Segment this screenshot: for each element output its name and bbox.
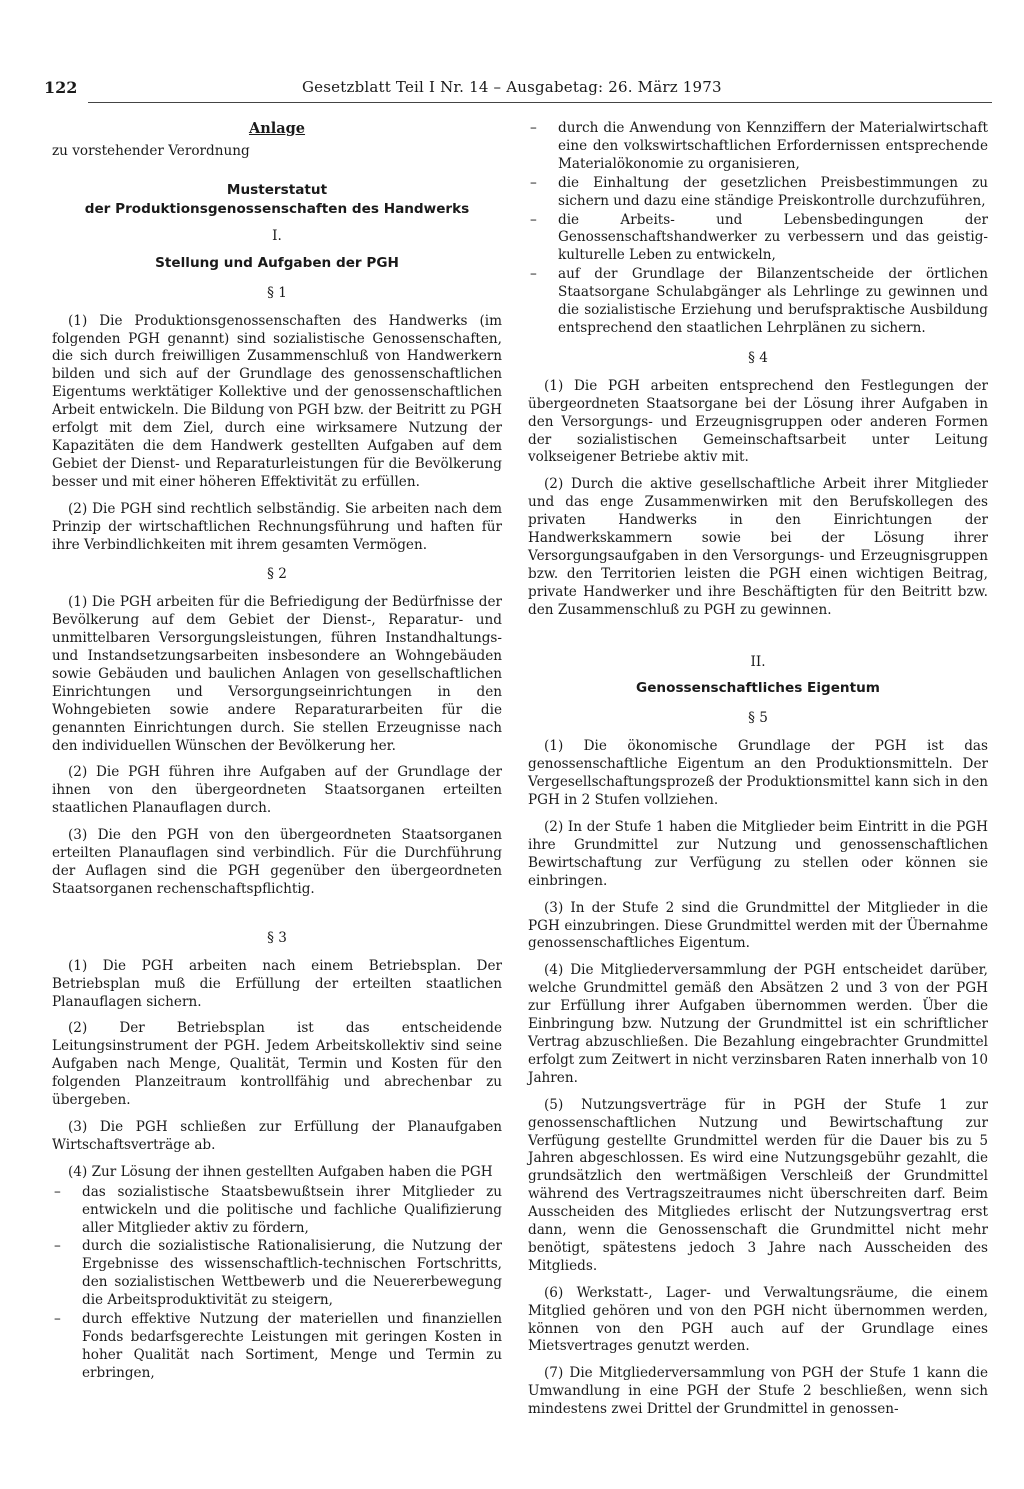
paragraph-text: (2) Durch die aktive gesellschaftliche Arbeit ihrer Mitglieder und das enge Zusammenwirken mit den Berufskollegen des privaten Handwerks in den Einrichtungen der Handwerkskammern sowie bei der Lösung ihrer Versorgungsaufgaben in den Versorgungs- und Erzeugnisgruppen bzw. den Territorien leisten die PGH einen wichtigen Beitrag, private Handwerker und ihre Beschäftigten für den Beitritt bzw. den Zusammenschluß zu PGH zu gewinnen. bbox=[528, 476, 988, 618]
list-item: – durch die Anwendung von Kennziffern der Materialwirtschaft eine den volkswirtschaftlichen Erfordernissen entsprechende Materialökonomie zu organisieren, bbox=[528, 120, 988, 174]
paragraph-text: (2) Der Betriebsplan ist das entscheidende Leitungsinstrument der PGH. Jedem Arbeitskollektiv sind seine Aufgaben nach Menge, Qualität, Termin und Kosten für den folgenden Planzeitraum kontrollfähig und abrechenbar zu übergeben. bbox=[52, 1020, 502, 1109]
paragraph-text: (3) Die PGH schließen zur Erfüllung der Planaufgaben Wirtschaftsverträge ab. bbox=[52, 1118, 502, 1153]
list-item: – auf der Grundlage der Bilanzentscheide der örtlichen Staatsorgane Schulabgänger als Lehrlinge zu gewinnen und die sozialistische Erziehung und berufspraktische Ausbildung entsprechend den staatlichen Lehrplänen zu sichern. bbox=[528, 266, 988, 338]
running-head: Gesetzblatt Teil I Nr. 14 – Ausgabetag: 26. März 1973 bbox=[302, 78, 722, 96]
section-number: I. bbox=[272, 227, 282, 244]
paragraph-text: (1) Die Produktionsgenossenschaften des Handwerks (im folgenden PGH genannt) sind sozialistische Genossenschaften, die sich durch freiwilligen Zusammenschluß von Handwerkern bilden und sich auf der Grundlage des genossenschaftlichen Eigentums werktätiger Kollektive und der genossenschaftlichen Arbeit entwickeln. Die Bildung von PGH bzw. der Beitritt zu PGH erfolgt mit dem Ziel, durch eine wirksamere Nutzung der Kapazitäten die dem Handwerk gestellten Aufgaben auf dem Gebiet der Dienst- und Reparaturleistungen für die Bevölkerung besser und mit einer höheren Effektivität zu erfüllen. bbox=[52, 312, 502, 490]
right-column bbox=[528, 120, 988, 1428]
paragraph-heading: § 3 bbox=[267, 929, 287, 946]
page-number: 122 bbox=[44, 78, 78, 97]
statute-subtitle: der Produktionsgenossenschaften des Handwerks bbox=[84, 200, 470, 217]
left-column bbox=[52, 120, 502, 1392]
list-item: – durch die sozialistische Rationalisierung, die Nutzung der Ergebnisse des wissenschaftlich-technischen Fortschritts, den sozialistischen Wettbewerb und die Neuererbewegung die Arbeitsproduktivität zu steigern, bbox=[52, 1238, 502, 1310]
duty-list-continued bbox=[528, 120, 988, 338]
paragraph-text: (1) Die PGH arbeiten nach einem Betriebsplan. Der Betriebsplan muß die Erfüllung der erteilten staatlichen Planauflagen sichern. bbox=[52, 957, 502, 1010]
paragraph-text: (3) In der Stufe 2 sind die Grundmittel der Mitglieder in die PGH einzubringen. Diese Grundmittel werden mit der Übernahme genossenschaftliches Eigentum. bbox=[528, 899, 988, 952]
paragraph-text: (4) Zur Lösung der ihnen gestellten Aufgaben haben die PGH bbox=[68, 1163, 493, 1180]
paragraph-text: (4) Die Mitgliederversammlung der PGH entscheidet darüber, welche Grundmittel gemäß den Absätzen 2 und 3 von der PGH zur Erfüllung ihrer Aufgaben übernommen werden. Über die Einbringung bzw. Nutzung der Grundmittel ist ein schriftlicher Vertrag abzuschließen. Die Bezahlung eingebrachter Grundmittel erfolgt zum Zeitwert in nicht verzinsbaren Raten innerhalb von 10 Jahren. bbox=[528, 962, 988, 1086]
anlage-title: Anlage bbox=[248, 120, 306, 137]
paragraph-text: (3) Die den PGH von den übergeordneten Staatsorganen erteilten Planauflagen sind verbindlich. Für die Durchführung der Auflagen sind die PGH gegenüber den übergeordneten Staatsorganen rechenschaftspflichtig. bbox=[52, 827, 502, 897]
list-item: – die Einhaltung der gesetzlichen Preisbestimmungen zu sichern und dazu eine ständige Preiskontrolle durchzuführen, bbox=[528, 175, 988, 211]
paragraph-heading: § 2 bbox=[267, 566, 287, 583]
paragraph-text: (1) Die PGH arbeiten entsprechend den Festlegungen der übergeordneten Staatsorgane bei der Lösung ihrer Aufgaben in den Versorgungs- und Erzeugnisgruppen oder anderen Formen der sozialistischen Gemeinschaftsarbeit unter Leitung volkseigener Betriebe aktiv mit. bbox=[528, 377, 988, 466]
anlage-subtitle: zu vorstehender Verordnung bbox=[52, 142, 250, 159]
paragraph-text: (1) Die ökonomische Grundlage der PGH ist das genossenschaftliche Eigentum an den Produktionsmitteln. Der Vergesellschaftungsprozeß der Produktionsmittel kann sich in den PGH in 2 Stufen vollziehen. bbox=[528, 738, 988, 809]
paragraph-text: (2) In der Stufe 1 haben die Mitglieder beim Eintritt in die PGH ihre Grundmittel zur Nutzung und genossenschaftlichen Bewirtschaftung zur Verfügung zu stellen oder können sie einbringen. bbox=[528, 819, 988, 889]
duty-list bbox=[52, 1184, 502, 1383]
section-number: II. bbox=[750, 653, 766, 670]
header-rule bbox=[88, 102, 992, 103]
paragraph-text: (2) Die PGH sind rechtlich selbständig. Sie arbeiten nach dem Prinzip der wirtschaftlichen Rechnungsführung und haften für ihre Verbindlichkeiten mit ihrem gesamten Vermögen. bbox=[52, 500, 502, 553]
paragraph-heading: § 5 bbox=[748, 710, 768, 727]
paragraph-heading: § 1 bbox=[267, 284, 287, 301]
paragraph-text: (2) Die PGH führen ihre Aufgaben auf der Grundlage der ihnen von den übergeordneten Staatsorganen erteilten staatlichen Planauflagen durch. bbox=[52, 764, 502, 817]
paragraph-text: (6) Werkstatt-, Lager- und Verwaltungsräume, die einem Mitglied gehören und von den PGH nicht übernommen werden, können von den PGH auch auf der Grundlage eines Mietsvertrages genutzt werden. bbox=[528, 1284, 988, 1355]
page-header bbox=[44, 74, 992, 102]
paragraph-text: (1) Die PGH arbeiten für die Befriedigung der Bedürfnisse der Bevölkerung auf dem Gebiet der Dienst-, Reparatur- und unmittelbaren Versorgungsleistungen, führen Instandhaltungs- und Instandsetzungsarbeiten insbesondere an Wohngebäuden sowie Gebäuden und baulichen Anlagen von gesellschaftlichen Einrichtungen und Versorgungseinrichtungen in den Wohngebieten sowie andere Reparaturarbeiten für die genannten Einrichtungen durch. Sie stellen Erzeugnisse nach den individuellen Wünschen der Bevölkerung her. bbox=[52, 594, 502, 754]
list-item: – das sozialistische Staatsbewußtsein ihrer Mitglieder zu entwickeln und die politische und fachliche Qualifizierung aller Mitglieder aktiv zu fördern, bbox=[52, 1184, 502, 1238]
statute-title: Musterstatut bbox=[226, 181, 328, 198]
paragraph-text: (7) Die Mitgliederversammlung von PGH der Stufe 1 kann die Umwandlung in eine PGH der Stufe 2 beschließen, wenn sich mindestens zwei Drittel der Grundmittel in genossen- bbox=[528, 1365, 988, 1418]
section-title: Stellung und Aufgaben der PGH bbox=[155, 254, 399, 271]
list-item: – durch effektive Nutzung der materiellen und finanziellen Fonds bedarfsgerechte Leistungen mit geringen Kosten in hoher Qualität nach Sortiment, Menge und Termin zu erbringen, bbox=[52, 1311, 502, 1383]
section-title: Genossenschaftliches Eigentum bbox=[636, 680, 880, 697]
list-item: – die Arbeits- und Lebensbedingungen der Genossenschaftshandwerker zu verbessern und das geistig-kulturelle Leben zu entwickeln, bbox=[528, 212, 988, 266]
paragraph-text: (5) Nutzungsverträge für in PGH der Stufe 1 zur genossenschaftlichen Nutzung und Bewirtschaftung zur Verfügung gestellte Grundmittel werden für die Dauer bis zu 5 Jahren abgeschlossen. Es wird eine Nutzungsgebühr gezahlt, die grundsätzlich den wertmäßigen Verschleiß der Grundmittel während des Vertragszeitraumes nicht überschreiten darf. Beim Ausscheiden des Mitgliedes erlischt der Nutzungsvertrag erst dann, wenn die Genossenschaft die Grundmittel nicht mehr benötigt, spätestens jedoch 3 Jahre nach Ausscheiden des Mitglieds. bbox=[528, 1096, 988, 1274]
paragraph-heading: § 4 bbox=[748, 349, 768, 366]
